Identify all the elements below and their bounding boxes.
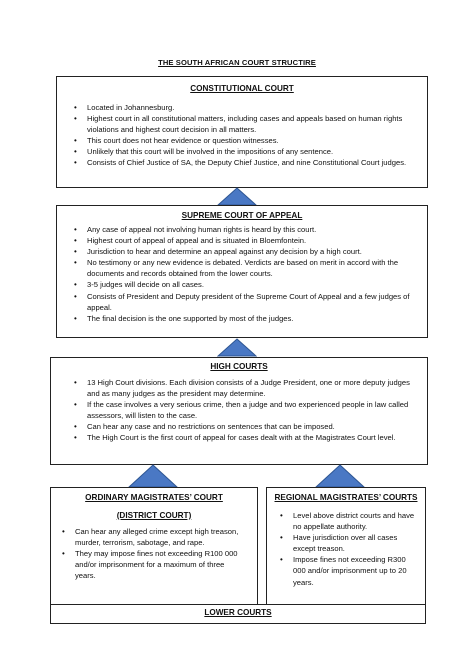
list-item: • Any case of appeal not involving human rights is heard by this court.	[71, 224, 417, 235]
document-title: THE SOUTH AFRICAN COURT STRUCTIRE	[158, 58, 316, 67]
list-item: • Consists of Chief Justice of SA, the Deputy Chief Justice, and nine Constitutional Court judges.	[71, 157, 417, 168]
list-item: • Consists of President and Deputy president of the Supreme Court of Appeal and a few judges of appeal.	[71, 291, 417, 313]
constitutional-court-heading: CONSTITUTIONAL COURT	[190, 84, 294, 93]
regional-magistrates-courts-heading: REGIONAL MAGISTRATES’ COURTS	[274, 493, 418, 502]
constitutional-court-list	[71, 102, 417, 169]
list-item: • This court does not hear evidence or question witnesses.	[71, 135, 417, 146]
list-item: • Impose fines not exceeding R300 000 and/or imprisonment up to 20 years.	[277, 554, 415, 587]
high-courts-list	[71, 377, 417, 444]
ordinary-magistrates-court-box	[50, 487, 258, 605]
list-item: • Can hear any case and no restrictions on sentences that can be imposed.	[71, 421, 417, 432]
list-item: • 3-5 judges will decide on all cases.	[71, 279, 417, 290]
list-item: • Can hear any alleged crime except high treason, murder, terrorism, sabotage, and rape.	[59, 526, 243, 548]
supreme-court-of-appeal-list	[71, 224, 417, 324]
list-item: • 13 High Court divisions. Each division consists of a Judge President, one or more deputy judges and as many judges as the president may determine.	[71, 377, 417, 399]
list-item: • Unlikely that this court will be involved in the impositions of any sentence.	[71, 146, 417, 157]
hierarchy-triangle-icon	[217, 187, 257, 206]
list-item: • The High Court is the first court of appeal for cases dealt with at the Magistrates Court level.	[71, 432, 417, 443]
list-item: • Have jurisdiction over all cases except treason.	[277, 532, 415, 554]
supreme-court-of-appeal-box	[56, 205, 428, 338]
district-court-subheading: (DISTRICT COURT)	[116, 511, 192, 520]
high-courts-heading: HIGH COURTS	[210, 362, 268, 371]
ordinary-magistrates-court-heading: ORDINARY MAGISTRATES’ COURT	[85, 493, 223, 502]
constitutional-court-box	[56, 76, 428, 188]
hierarchy-triangle-icon	[217, 338, 257, 357]
supreme-court-of-appeal-heading: SUPREME COURT OF APPEAL	[181, 211, 303, 220]
list-item: • The final decision is the one supported by most of the judges.	[71, 313, 417, 324]
regional-magistrates-courts-list	[277, 510, 415, 588]
lower-courts-heading: LOWER COURTS	[204, 608, 272, 617]
ordinary-magistrates-court-list	[59, 526, 243, 581]
list-item: • Highest court in all constitutional matters, including cases and appeals based on human rights violations and highest court decision in all matters.	[71, 113, 417, 135]
lower-courts-box	[50, 604, 426, 624]
list-item: • Highest court of appeal of appeal and is situated in Bloemfontein.	[71, 235, 417, 246]
regional-magistrates-courts-box	[266, 487, 426, 605]
list-item: • Located in Johannesburg.	[71, 102, 417, 113]
hierarchy-triangle-icon	[128, 464, 178, 488]
list-item: • No testimony or any new evidence is debated. Verdicts are based on merit in accord with the documents and records obtained from the lower courts.	[71, 257, 417, 279]
hierarchy-triangle-icon	[315, 464, 365, 488]
list-item: • They may impose fines not exceeding R100 000 and/or imprisonment for a maximum of three years.	[59, 548, 243, 581]
list-item: • If the case involves a very serious crime, then a judge and two experienced people in law called assessors, will listen to the case.	[71, 399, 417, 421]
list-item: • Level above district courts and have no appellate authority.	[277, 510, 415, 532]
high-courts-box	[50, 357, 428, 465]
list-item: • Jurisdiction to hear and determine an appeal against any decision by a high court.	[71, 246, 417, 257]
